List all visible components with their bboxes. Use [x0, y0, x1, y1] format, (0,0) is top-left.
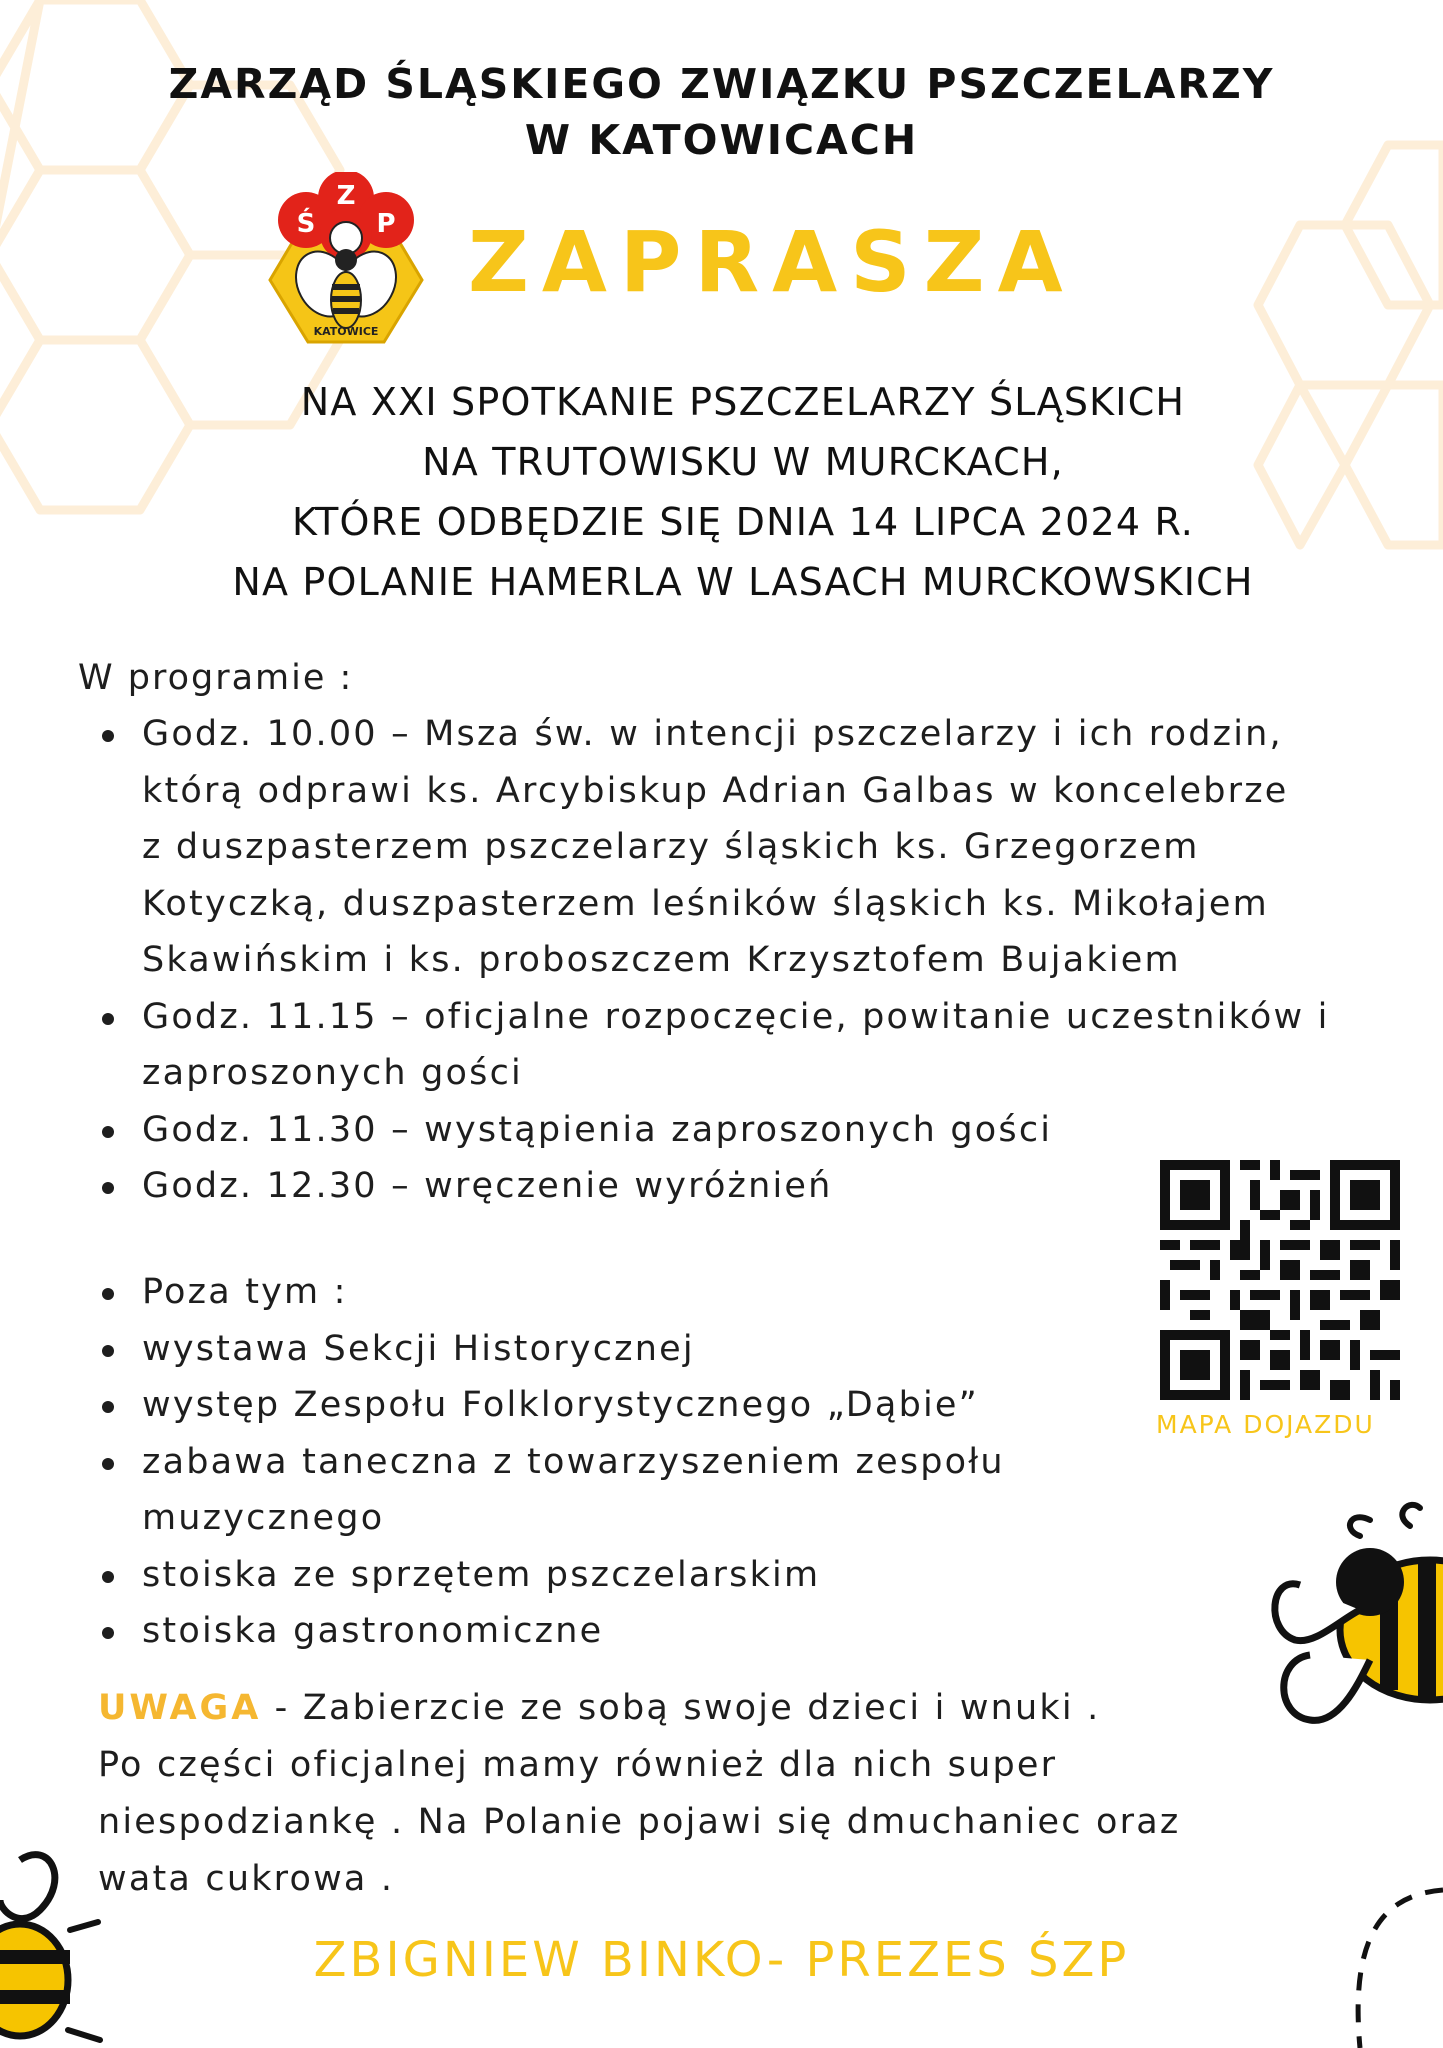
signature-footer: ZBIGNIEW BINKO- PREZES ŚZP: [313, 1932, 1130, 1988]
logo-letter-p: P: [376, 209, 396, 239]
invitation-text: [0, 372, 1443, 612]
list-item: występ Zespołu Folklorystycznego „Dąbie”: [78, 1377, 1005, 1434]
program-heading: W programie :: [78, 658, 354, 698]
invitation-line: NA XXI SPOTKANIE PSZCZELARZY ŚLĄSKICH: [300, 380, 1186, 424]
list-item: Poza tym :: [78, 1264, 1005, 1321]
list-item: Godz. 11.30 – wystąpienia zaproszonych gości: [78, 1102, 1330, 1159]
note-label: UWAGA: [98, 1688, 262, 1728]
header-line-2: W KATOWICACH: [524, 116, 919, 164]
list-item: stoiska gastronomiczne: [78, 1603, 1005, 1660]
list-item: stoiska ze sprzętem pszczelarskim: [78, 1547, 1005, 1604]
headline: ZAPRASZA: [468, 213, 1076, 311]
invitation-line: NA TRUTOWISKU W MURCKACH,: [422, 440, 1064, 484]
qr-map-label[interactable]: MAPA DOJAZDU: [1156, 1410, 1375, 1439]
invitation-line: NA POLANIE HAMERLA W LASACH MURCKOWSKICH: [232, 560, 1254, 604]
list-item: Godz. 11.15 – oficjalne rozpoczęcie, powitanie uczestników i zaproszonych gości: [78, 989, 1330, 1102]
logo-letter-z: Z: [336, 181, 356, 211]
invitation-line: KTÓRE ODBĘDZIE SIĘ DNIA 14 LIPCA 2024 R.: [291, 500, 1195, 544]
szp-logo: [262, 172, 430, 347]
note-line: wata cukrowa .: [98, 1859, 395, 1899]
note-line: Po części oficjalnej mamy również dla nich super: [98, 1745, 1058, 1785]
list-item: zabawa taneczna z towarzyszeniem zespołu muzycznego: [78, 1434, 1005, 1547]
extras-list: [78, 1264, 1005, 1660]
list-item: wystawa Sekcji Historycznej: [78, 1321, 1005, 1378]
note-line: niespodziankę . Na Polanie pojawi się dmuchaniec oraz: [98, 1802, 1181, 1842]
note-block: [98, 1680, 1298, 1908]
logo-letter-s: Ś: [296, 209, 316, 239]
qr-code[interactable]: [1160, 1160, 1400, 1400]
program-list: [78, 706, 1330, 1215]
list-item: Godz. 12.30 – wręczenie wyróżnień: [78, 1158, 1330, 1215]
note-first-line: - Zabierzcie ze sobą swoje dzieci i wnuki .: [261, 1688, 1101, 1728]
header-line-1: ZARZĄD ŚLĄSKIEGO ZWIĄZKU PSZCZELARZY: [168, 60, 1275, 108]
list-item: Godz. 10.00 – Msza św. w intencji pszczelarzy i ich rodzin, którą odprawi ks. Arcybiskup Adrian Galbas w koncelebrze z duszpasterzem pszczelarzy śląskich ks. Grzegorzem Kotyczką, duszpasterzem leśników śląskich ks. Mikołajem Skawińskim i ks. proboszczem Krzysztofem Bujakiem: [78, 706, 1330, 989]
logo-caption: KATOWICE: [313, 325, 379, 338]
